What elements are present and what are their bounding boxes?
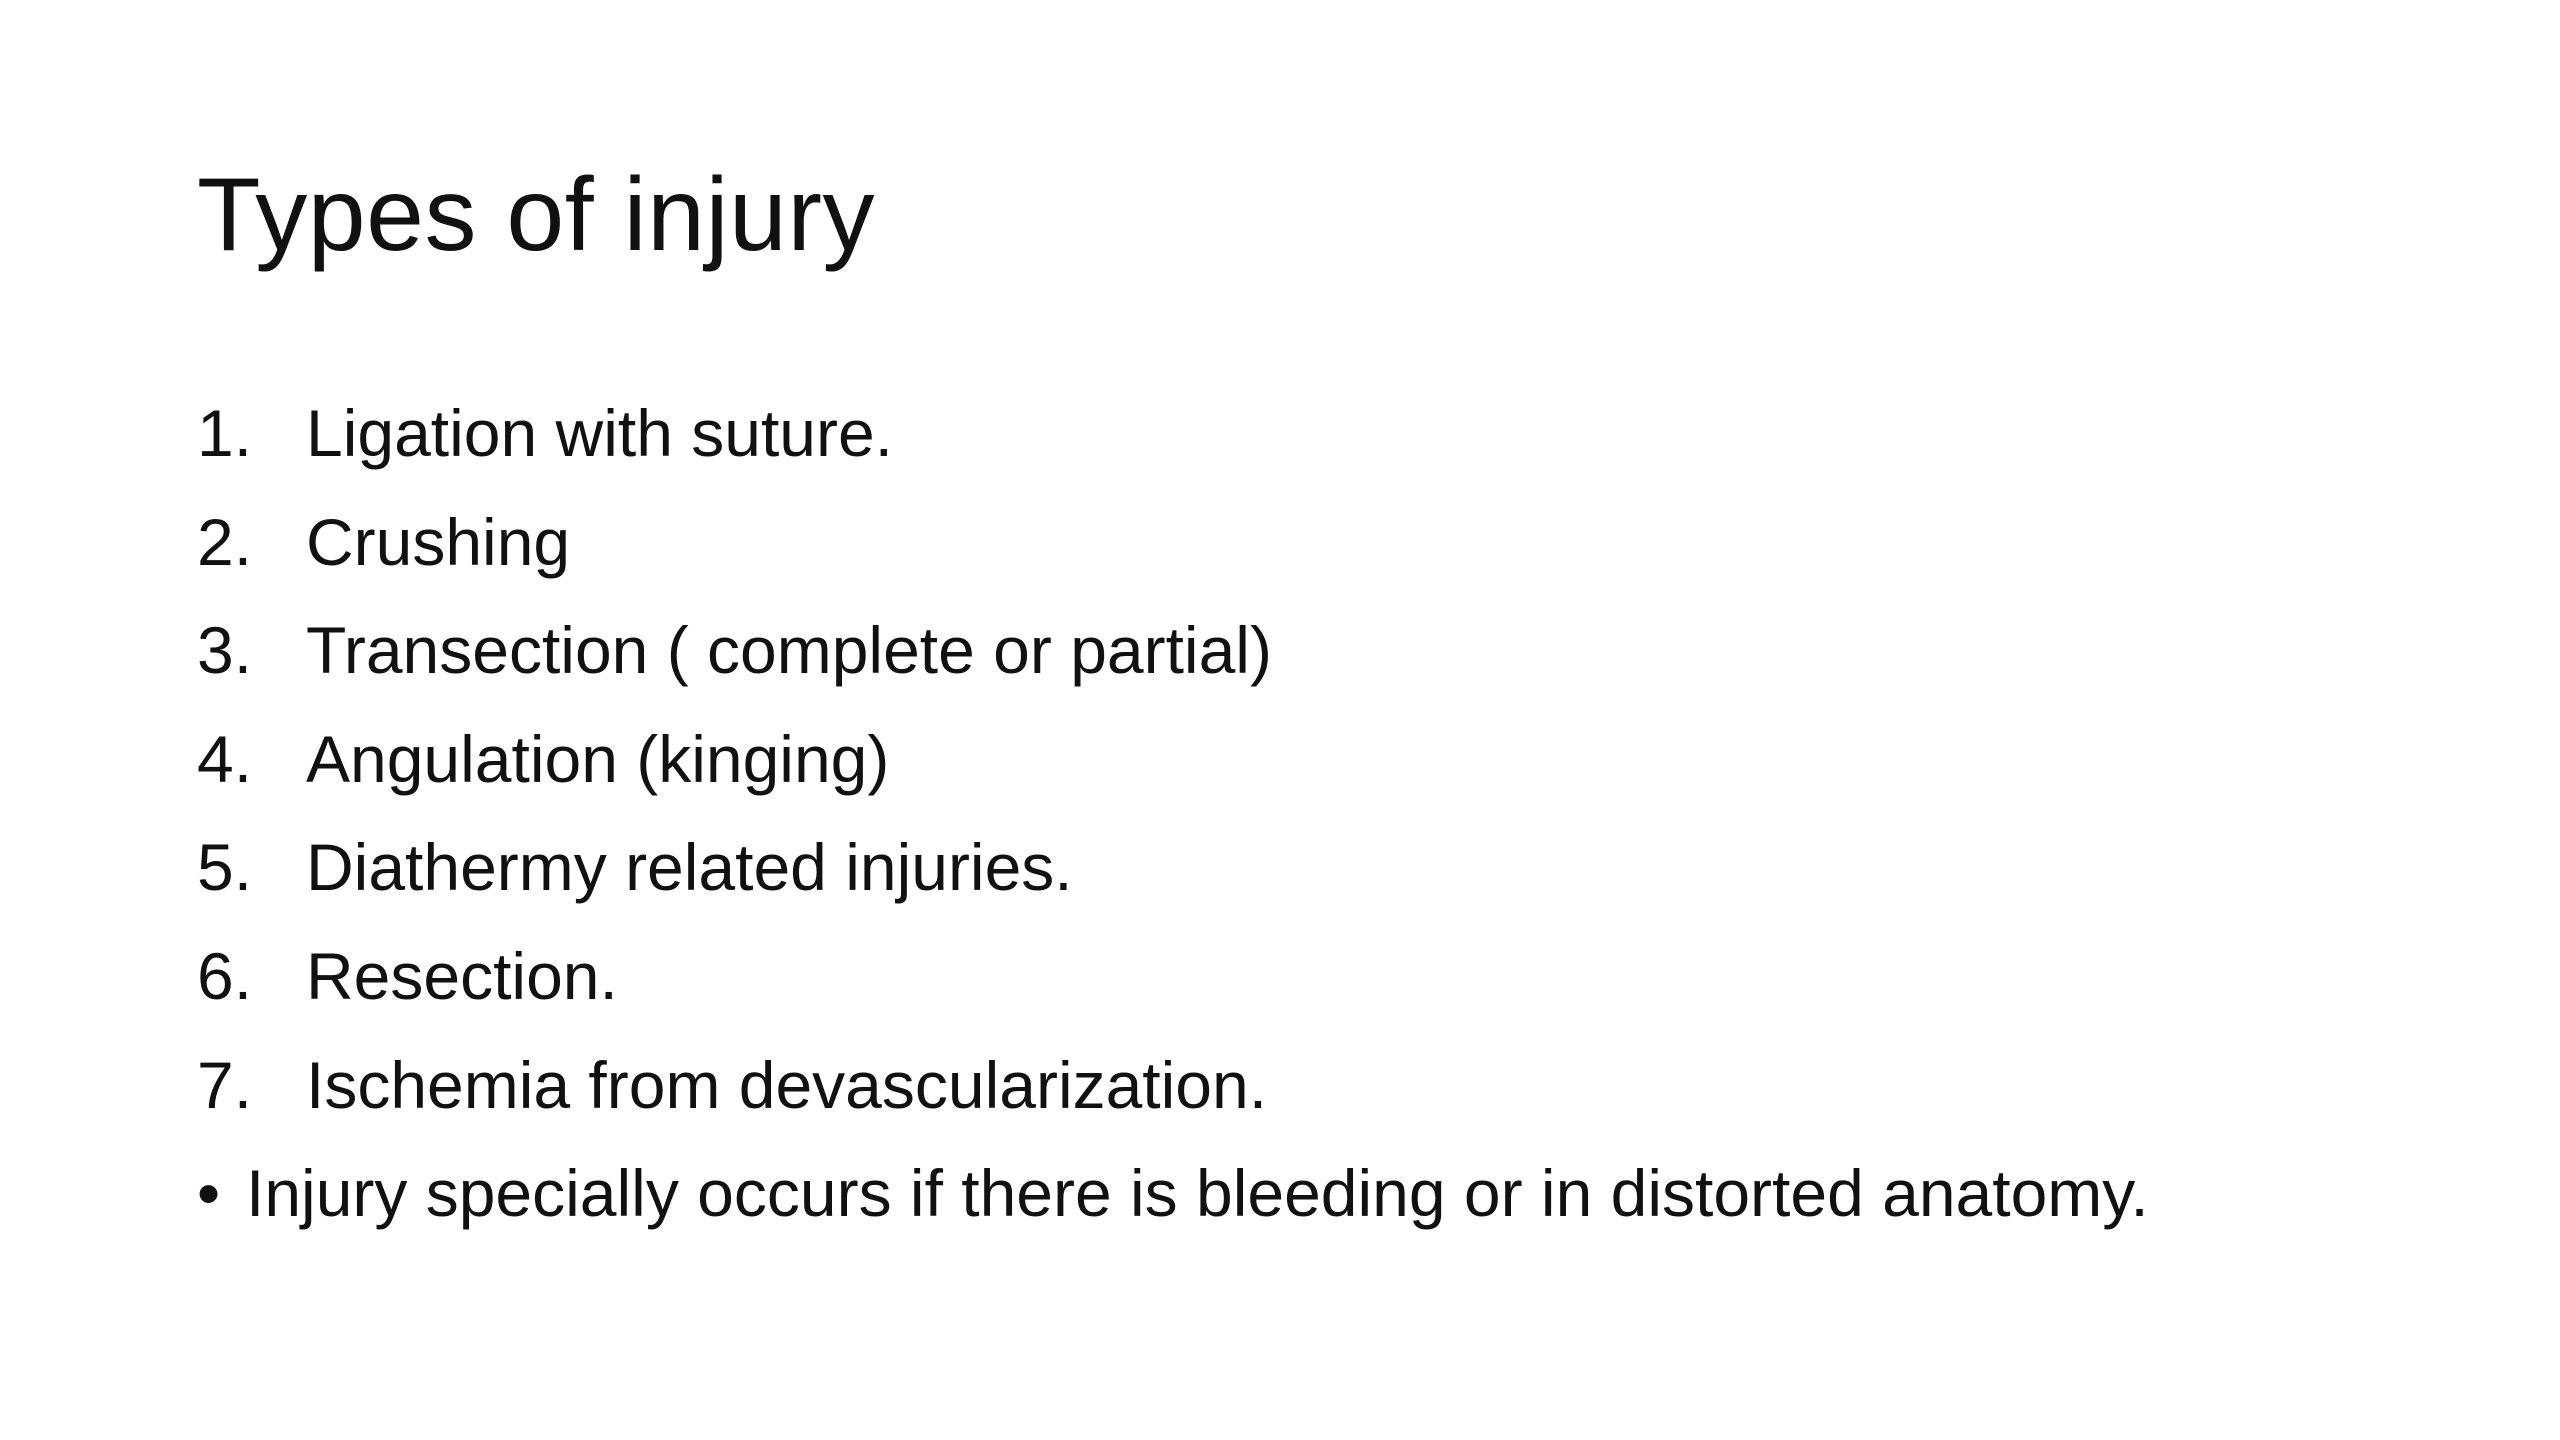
list-item-text: Angulation (kinging) — [306, 721, 890, 796]
list-item-number: 3. — [197, 613, 253, 688]
list-item-number: 5. — [197, 830, 253, 905]
list-item-text: Transection ( complete or partial) — [306, 613, 1272, 688]
list-item-text: Ligation with suture. — [306, 396, 894, 470]
bullet-text: Injury specially occurs if there is bleeding or in distorted anatomy. — [246, 1156, 2149, 1230]
slide-title: Types of injury — [197, 157, 876, 273]
list-item-number: 7. — [197, 1047, 253, 1122]
list-item-number: 1. — [197, 396, 253, 470]
list-item-number: 6. — [197, 938, 253, 1013]
list-item-text: Diathermy related injuries. — [306, 830, 1073, 905]
list-item-number: 4. — [197, 721, 253, 796]
list-item-text: Ischemia from devascularization. — [306, 1047, 1268, 1122]
list-item-text: Resection. — [306, 938, 618, 1013]
list-item-number: 2. — [197, 504, 253, 579]
list-item-text: Crushing — [306, 504, 571, 579]
bullet-icon: • — [197, 1156, 221, 1230]
